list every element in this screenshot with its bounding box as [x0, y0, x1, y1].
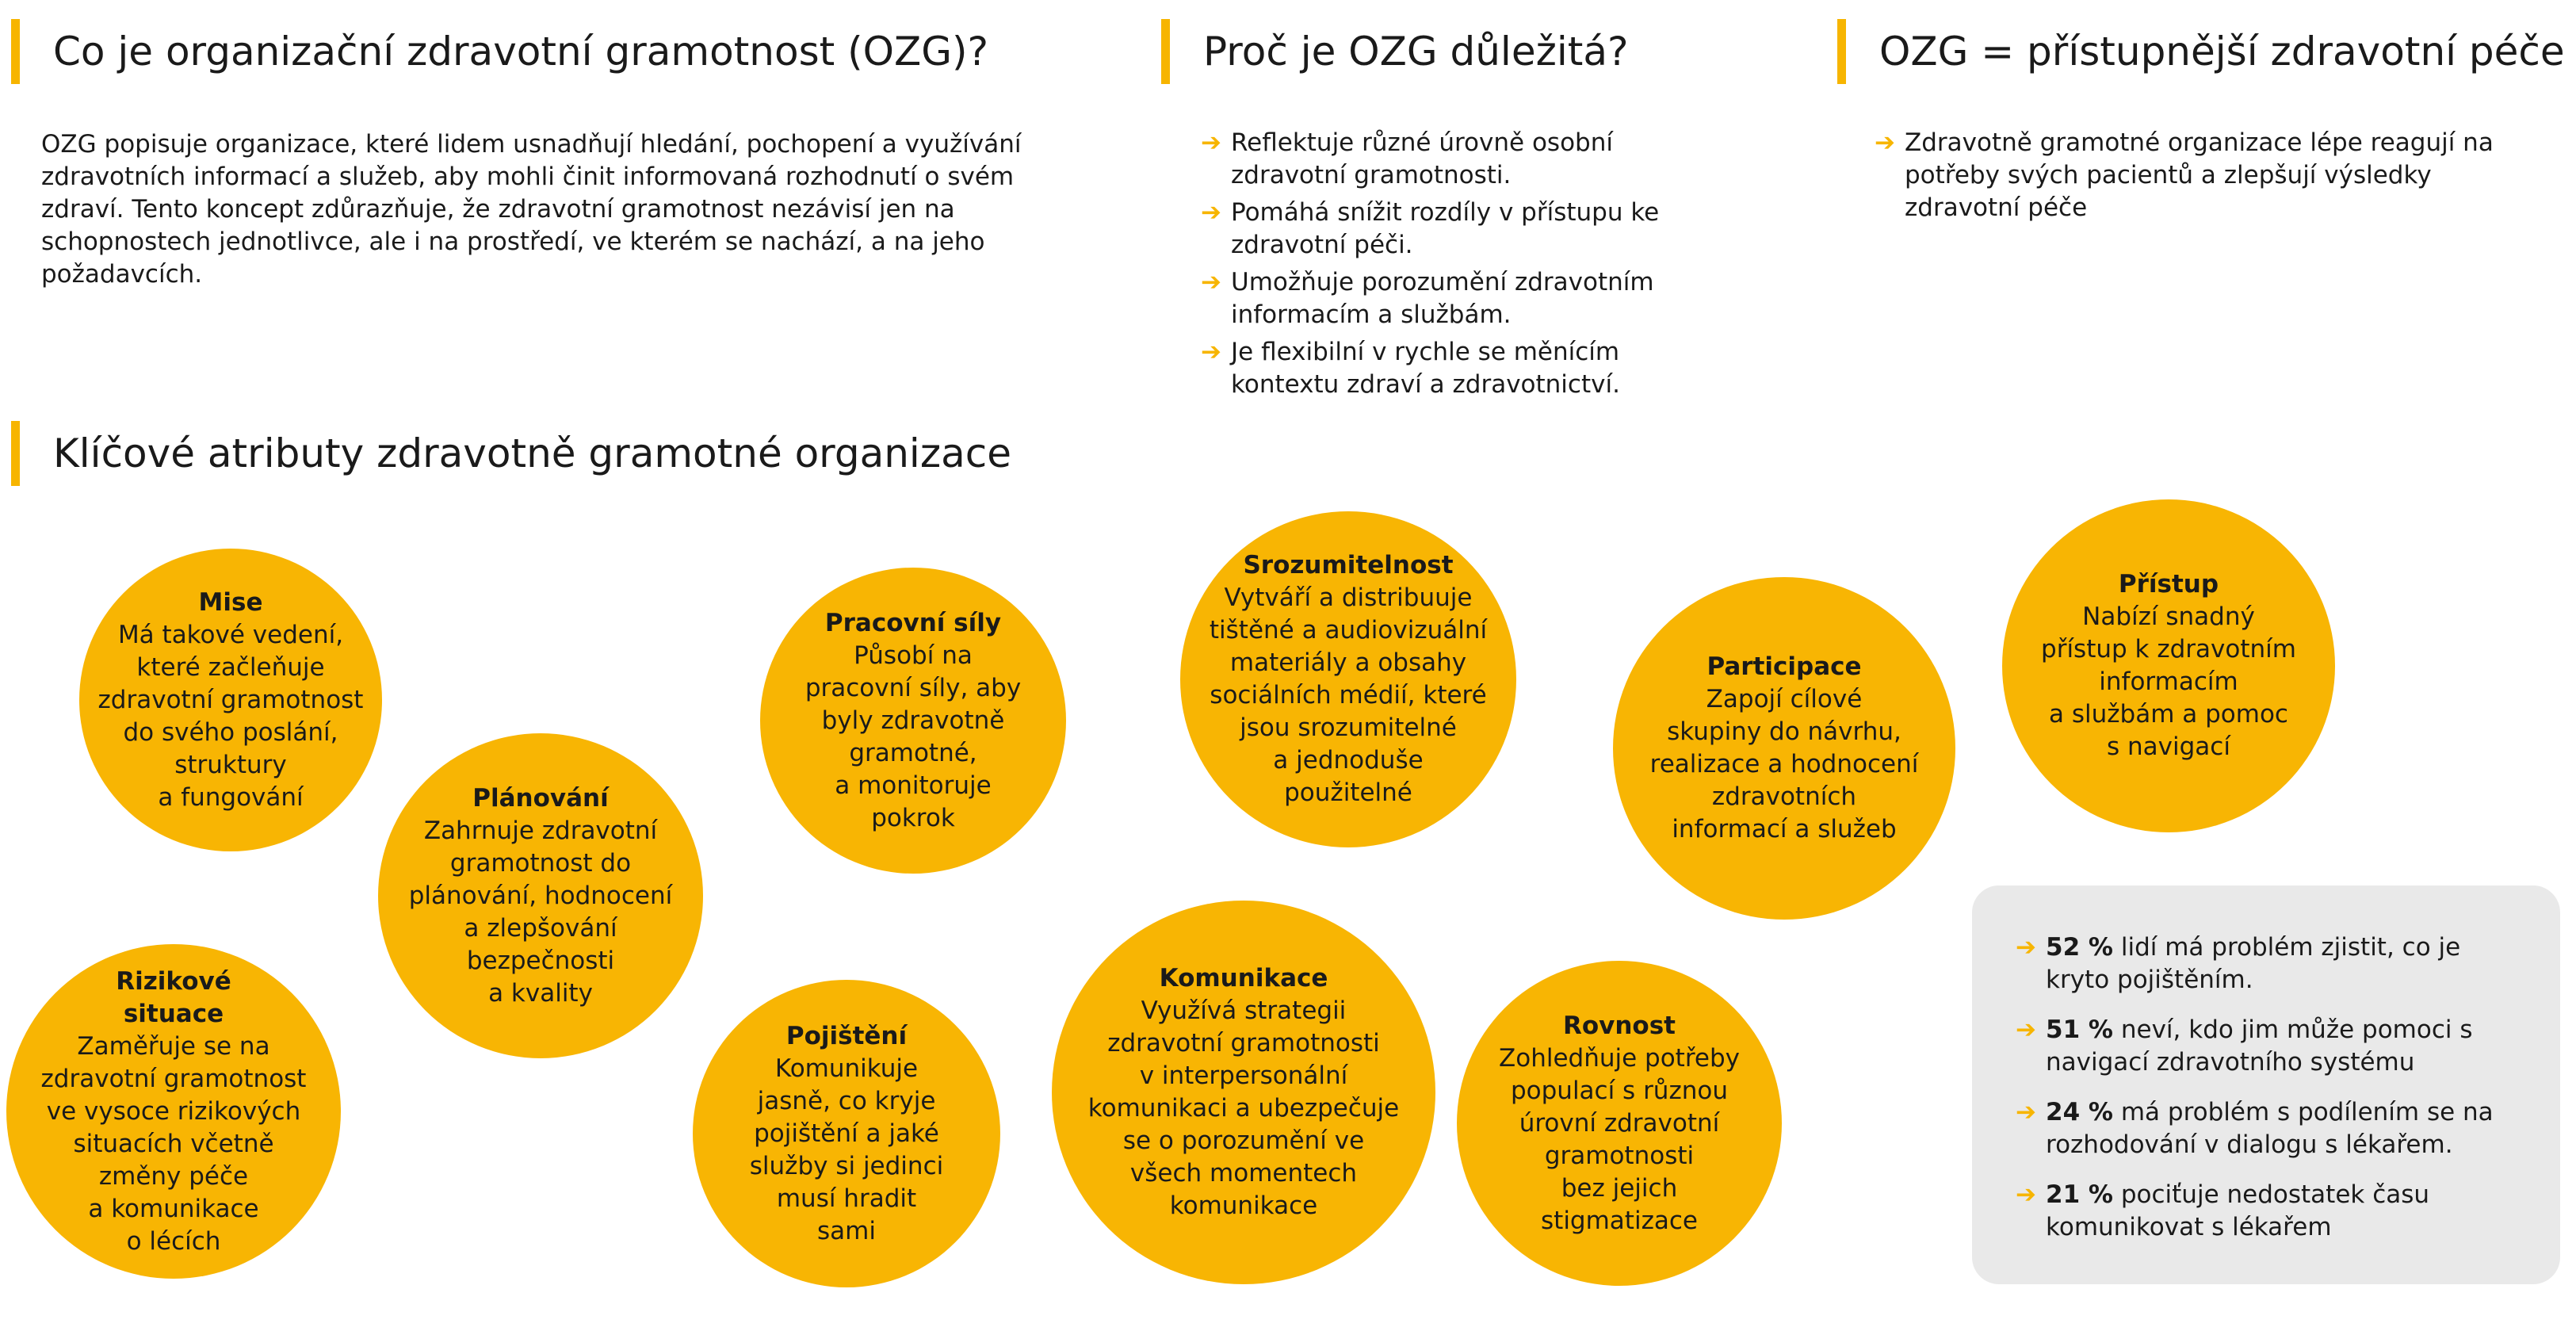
- attribute-description: Působí na pracovní síly, aby byly zdravotně gramotné, a monitoruje pokrok: [805, 641, 1022, 832]
- why-item: ➔ Je flexibilní v rychle se měnícím kontextu zdraví a zdravotnictví.: [1201, 338, 1620, 399]
- attribute-circle-komunikace: [1052, 901, 1435, 1284]
- attribute-description: Využívá strategii zdravotní gramotnosti v interpersonální komunikaci a ubezpečuje se o porozumění ve všech momentech komunikace: [1087, 996, 1400, 1220]
- statistic-text: lidí má problém zjistit, co je kryto pojištěním.: [2046, 933, 2461, 994]
- attribute-circle-pracovni-sily: [760, 568, 1066, 874]
- statistic-value: 24 %: [2046, 1098, 2113, 1126]
- arrow-icon: ➔: [2016, 1098, 2036, 1126]
- statistics-panel: [1972, 885, 2560, 1284]
- attribute-description: Zahrnuje zdravotní gramotnost do plánování, hodnocení a zlepšování bezpečnosti a kvality: [408, 816, 673, 1008]
- attribute-description: Komunikuje jasně, co kryje pojištění a jaké služby si jedinci musí hradit sami: [749, 1054, 944, 1245]
- attribute-description: Nabízí snadný přístup k zdravotním informacím a službám a pomoc s navigací: [2041, 602, 2296, 761]
- attribute-title: Pracovní síly: [824, 608, 1002, 637]
- statistic-text: má problém s podílením se na rozhodování v dialogu s lékařem.: [2046, 1098, 2494, 1159]
- statistics-list: [2016, 931, 2523, 1261]
- statistic-value: 21 %: [2046, 1180, 2113, 1209]
- why-item: ➔ Reflektuje různé úrovně osobní zdravotní gramotnosti.: [1201, 128, 1613, 189]
- access-item: ➔ Zdravotně gramotné organizace lépe reagují na potřeby svých pacientů a zlepšují výsledky zdravotní péče: [1875, 128, 2494, 222]
- attribute-description: Zapojí cílové skupiny do návrhu, realizace a hodnocení zdravotních informací a služeb: [1649, 685, 1919, 843]
- attribute-title: Plánování: [472, 783, 609, 813]
- why-item: ➔ Pomáhá snížit rozdíly v přístupu ke zdravotní péči.: [1201, 198, 1660, 259]
- attribute-title: Rovnost: [1562, 1011, 1676, 1040]
- statistic-item: [2016, 1179, 2523, 1244]
- arrow-icon: ➔: [2016, 1180, 2036, 1209]
- arrow-icon: ➔: [1201, 128, 1221, 157]
- attribute-title: Pojištění: [785, 1021, 908, 1050]
- attribute-title: Participace: [1707, 652, 1862, 681]
- why-item: ➔ Umožňuje porozumění zdravotním informacím a službám.: [1201, 268, 1654, 329]
- attribute-circle-srozumitelnost: [1180, 511, 1516, 847]
- attribute-circle-pojisteni: [693, 980, 1000, 1287]
- statistic-item: [2016, 931, 2523, 996]
- attribute-description: Zaměřuje se na zdravotní gramotnost ve vysoce rizikových situacích včetně změny péče a komunikace o lécích: [40, 1031, 307, 1256]
- attribute-circle-pristup: [2002, 499, 2335, 832]
- statistic-item: [2016, 1014, 2523, 1079]
- statistic-item: [2016, 1096, 2523, 1161]
- arrow-icon: ➔: [1201, 338, 1221, 366]
- access-list: [1875, 127, 2524, 229]
- attribute-circle-mise: [79, 549, 382, 851]
- arrow-icon: ➔: [1201, 268, 1221, 296]
- attribute-description: Má takové vedení, které začleňuje zdravotní gramotnost do svého poslání, struktury a fungování: [97, 620, 364, 812]
- attribute-description: Zohledňuje potřeby populací s různou úrovní zdravotní gramotnosti bez jejich stigmatizace: [1498, 1043, 1740, 1235]
- arrow-icon: ➔: [1201, 198, 1221, 227]
- statistic-value: 52 %: [2046, 933, 2113, 962]
- attribute-circle-rizikove-situace: [6, 944, 341, 1279]
- attribute-circle-participace: [1613, 577, 1955, 920]
- access-heading: OZG = přístupnější zdravotní péče: [1837, 19, 2565, 84]
- statistic-text: pociťuje nedostatek času komunikovat s lékařem: [2046, 1180, 2430, 1241]
- attribute-title: Přístup: [2118, 570, 2219, 599]
- attribute-description: Vytváří a distribuuje tištěné a audiovizuální materiály a obsahy sociálních médií, které jsou srozumitelné a jednoduše použitelné: [1209, 583, 1488, 807]
- ozg-heading: Co je organizační zdravotní gramotnost (OZG)?: [11, 19, 988, 84]
- arrow-icon: ➔: [1875, 128, 1895, 157]
- ozg-description: OZG popisuje organizace, které lidem usnadňují hledání, pochopení a využívání zdravotních informací a služeb, aby mohli činit informovaná rozhodnutí o svém zdraví. Tento koncept zdůrazňuje, že zdravotní gramotnost nezávisí jen na schopnostech jednotlivce, ale i na prostředí, ve kterém se nachází, a na jeho požadavcích.: [41, 130, 1022, 289]
- why-list: [1201, 127, 1708, 406]
- arrow-icon: ➔: [2016, 1015, 2036, 1044]
- attributes-heading: Klíčové atributy zdravotně gramotné organizace: [11, 421, 1011, 486]
- why-heading: Proč je OZG důležitá?: [1161, 19, 1629, 84]
- attribute-title: Mise: [198, 587, 263, 617]
- attribute-circle-rovnost: [1457, 961, 1782, 1286]
- statistic-value: 51 %: [2046, 1015, 2113, 1044]
- attribute-title: Komunikace: [1159, 964, 1328, 993]
- statistic-text: neví, kdo jim může pomoci s navigací zdravotního systému: [2046, 1015, 2473, 1077]
- attribute-title: Rizikové situace: [116, 966, 231, 1028]
- attribute-title: Srozumitelnost: [1243, 551, 1454, 579]
- attribute-circle-planovani: [378, 733, 703, 1058]
- arrow-icon: ➔: [2016, 933, 2036, 962]
